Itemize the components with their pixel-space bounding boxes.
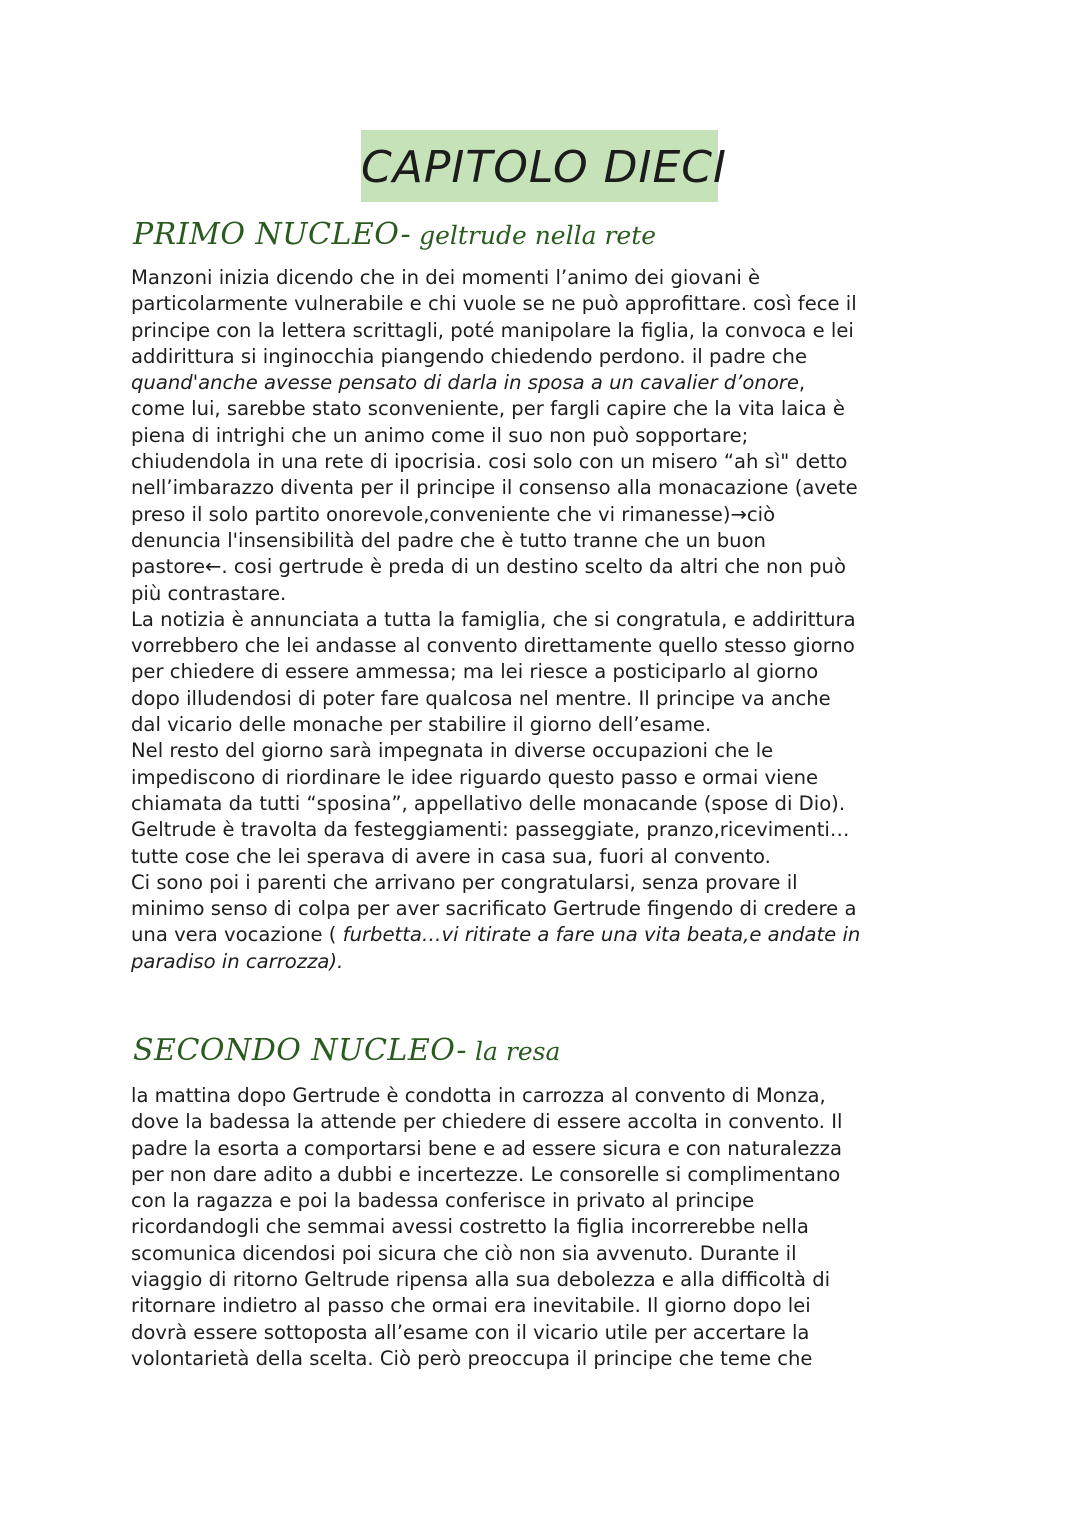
text-run: tutte cose che lei sperava di avere in casa sua, fuori al convento. [131,844,771,868]
section-heading-subtitle: geltrude nella rete [411,221,657,250]
text-run: dovrà essere sottoposta all’esame con il vicario utile per accertare la [131,1320,810,1344]
text-run: Nel resto del giorno sarà impegnata in diverse occupazioni che le [131,739,774,763]
text-line [131,817,961,843]
text-line [131,738,961,764]
text-run: ricordandogli che semmai avessi costretto la figlia incorrerebbe nella [131,1215,809,1239]
text-line [131,1267,961,1293]
text-line [131,1109,961,1135]
text-line [131,922,961,948]
text-line [131,765,961,791]
text-line [131,475,961,501]
text-line [131,581,961,607]
text-line [131,870,961,896]
text-run: ritornare indietro al passo che ormai era inevitabile. Il giorno dopo lei [131,1294,811,1318]
text-run: , [798,371,806,395]
text-run: Geltrude è travolta da festeggiamenti: passeggiate, pranzo,ricevimenti… [131,818,850,842]
text-run: come lui, sarebbe stato sconveniente, per fargli capire che la vita laica è [131,397,845,421]
text-line [131,554,961,580]
text-run: minimo senso di colpa per aver sacrificato Gertrude fingendo di credere a [131,897,857,921]
text-run: nell’imbarazzo diventa per il principe il consenso alla monacazione (avete [131,476,858,500]
text-run: pastore←. cosi gertrude è preda di un destino scelto da altri che non può [131,555,846,579]
page-title: CAPITOLO DIECI [361,142,727,193]
text-run: viaggio di ritorno Geltrude ripensa alla sua debolezza e alla difficoltà di [131,1268,831,1292]
text-run: dove la badessa la attende per chiedere di essere accolta in convento. Il [131,1110,843,1134]
text-line [131,844,961,870]
text-line [131,1214,961,1240]
section-heading-subtitle: la resa [467,1037,561,1066]
text-run: piena di intrighi che un animo come il suo non può sopportare; [131,423,749,447]
italic-quote: paradiso in carrozza). [131,949,344,973]
text-line [131,1083,961,1109]
text-run: una vera vocazione ( [131,923,343,947]
section-heading-secondo-nucleo [133,1033,560,1068]
text-line [131,1136,961,1162]
text-line [131,1188,961,1214]
text-line [131,396,961,422]
text-line [131,791,961,817]
text-run: dopo illudendosi di poter fare qualcosa nel mentre. Il principe va anche [131,686,831,710]
text-run: scomunica dicendosi poi sicura che ciò non sia avvenuto. Durante il [131,1241,797,1265]
text-run: dal vicario delle monache per stabilire il giorno dell’esame. [131,713,712,737]
text-line [131,449,961,475]
text-line [131,1320,961,1346]
text-run: particolarmente vulnerabile e chi vuole se ne può approfittare. così fece il [131,292,857,316]
text-line [131,633,961,659]
text-line [131,896,961,922]
text-run: chiamata da tutti “sposina”, appellativo delle monacande (spose di Dio). [131,791,846,815]
text-run: volontarietà della scelta. Ciò però preoccupa il principe che teme che [131,1346,813,1370]
text-line [131,502,961,528]
text-line [131,1162,961,1188]
text-line [131,1346,961,1372]
italic-quote: quand'anche avesse pensato di darla in sposa a un cavalier d’onore [131,371,799,395]
text-run: per non dare adito a dubbi e incertezze. Le consorelle si complimentano [131,1162,841,1186]
text-line [131,370,961,396]
section-heading-primo-nucleo [133,217,656,252]
text-line [131,344,961,370]
section-body-secondo-nucleo [131,1083,961,1372]
text-line [131,949,961,975]
text-run: padre la esorta a comportarsi bene e ad essere sicura e con naturalezza [131,1136,842,1160]
text-run: denuncia l'insensibilità del padre che è tutto tranne che un buon [131,528,766,552]
section-heading-caps: PRIMO NUCLEO- [133,217,412,252]
text-run: vorrebbero che lei andasse al convento direttamente quello stesso giorno [131,634,855,658]
text-run: addirittura si inginocchia piangendo chiedendo perdono. il padre che [131,344,807,368]
text-run: impediscono di riordinare le idee riguardo questo passo e ormai viene [131,765,819,789]
text-line [131,265,961,291]
text-run: più contrastare. [131,581,287,605]
text-line [131,1241,961,1267]
text-line [131,318,961,344]
text-line [131,291,961,317]
italic-quote: furbetta…vi ritirate a fare una vita beata,e andate in [342,923,861,947]
text-run: La notizia è annunciata a tutta la famiglia, che si congratula, e addirittura [131,607,856,631]
text-run: Manzoni inizia dicendo che in dei momenti l’animo dei giovani è [131,266,761,289]
text-line [131,659,961,685]
text-line [131,607,961,633]
text-run: per chiedere di essere ammessa; ma lei riesce a posticiparlo al giorno [131,660,819,684]
text-run: Ci sono poi i parenti che arrivano per congratularsi, senza provare il [131,870,798,894]
text-run: chiudendola in una rete di ipocrisia. cosi solo con un misero “ah sì" detto [131,450,848,474]
text-run: preso il solo partito onorevole,conveniente che vi rimanesse)→ciò [131,502,776,526]
text-line [131,1293,961,1319]
text-line [131,423,961,449]
text-line [131,712,961,738]
text-run: principe con la lettera scrittagli, poté manipolare la figlia, la convoca e lei [131,318,854,342]
section-heading-caps: SECONDO NUCLEO- [133,1033,468,1068]
text-line [131,528,961,554]
text-run: la mattina dopo Gertrude è condotta in carrozza al convento di Monza, [131,1084,826,1107]
text-line [131,686,961,712]
section-body-primo-nucleo [131,265,961,975]
text-run: con la ragazza e poi la badessa conferisce in privato al principe [131,1189,755,1213]
